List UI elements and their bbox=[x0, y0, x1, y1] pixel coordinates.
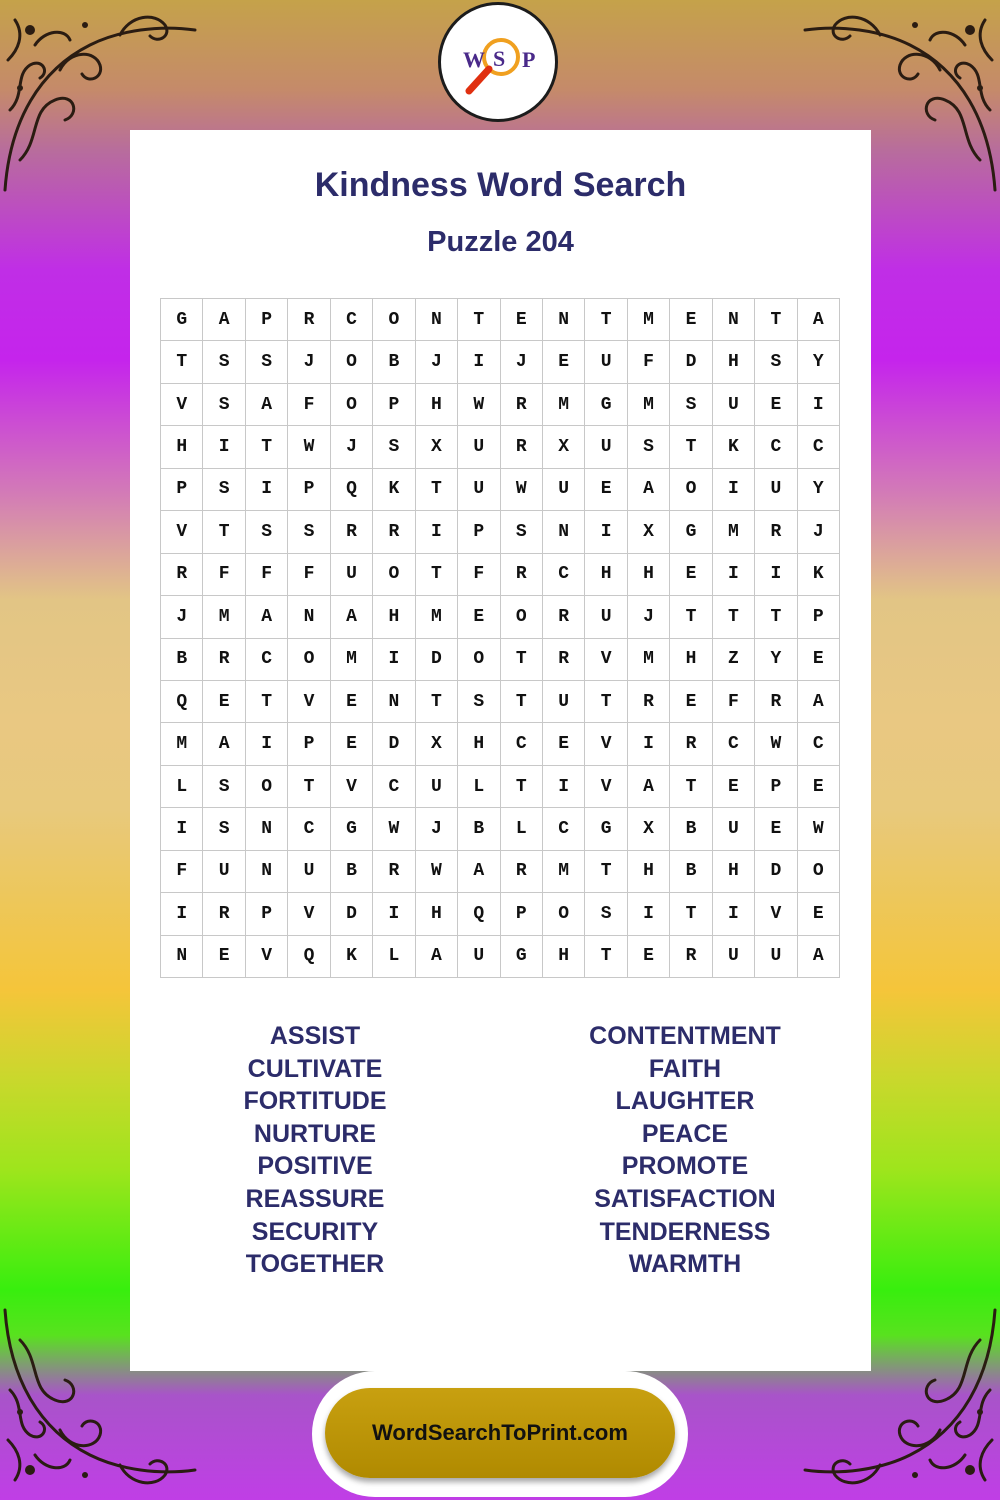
word-list-item: TOGETHER bbox=[245, 1250, 385, 1279]
grid-cell[interactable]: P bbox=[161, 469, 203, 511]
grid-cell[interactable]: I bbox=[628, 723, 670, 765]
grid-cell[interactable]: W bbox=[373, 808, 415, 850]
grid-cell[interactable]: E bbox=[713, 766, 755, 808]
grid-cell[interactable]: I bbox=[203, 426, 245, 468]
grid-cell[interactable]: M bbox=[628, 299, 670, 341]
grid-cell[interactable]: I bbox=[628, 893, 670, 935]
grid-cell[interactable]: N bbox=[288, 596, 330, 638]
grid-cell[interactable]: A bbox=[798, 936, 840, 978]
grid-cell[interactable]: T bbox=[755, 596, 797, 638]
grid-cell[interactable]: F bbox=[161, 851, 203, 893]
word-list-item: REASSURE bbox=[245, 1184, 385, 1213]
grid-cell[interactable]: L bbox=[501, 808, 543, 850]
grid-cell[interactable]: A bbox=[246, 384, 288, 426]
grid-cell[interactable]: U bbox=[331, 554, 373, 596]
grid-cell[interactable]: T bbox=[713, 596, 755, 638]
grid-cell[interactable]: T bbox=[501, 681, 543, 723]
grid-cell[interactable]: S bbox=[628, 426, 670, 468]
grid-cell[interactable]: J bbox=[416, 341, 458, 383]
grid-cell[interactable]: E bbox=[543, 723, 585, 765]
grid-cell[interactable]: S bbox=[288, 511, 330, 553]
grid-cell[interactable]: G bbox=[501, 936, 543, 978]
grid-cell[interactable]: W bbox=[501, 469, 543, 511]
grid-cell[interactable]: A bbox=[331, 596, 373, 638]
grid-cell[interactable]: R bbox=[755, 511, 797, 553]
grid-cell[interactable]: R bbox=[373, 851, 415, 893]
grid-cell[interactable]: O bbox=[331, 341, 373, 383]
grid-cell[interactable]: I bbox=[713, 554, 755, 596]
grid-cell[interactable]: U bbox=[458, 426, 500, 468]
grid-cell[interactable]: B bbox=[670, 851, 712, 893]
grid-cell[interactable]: V bbox=[585, 723, 627, 765]
grid-cell[interactable]: S bbox=[670, 384, 712, 426]
grid-cell[interactable]: P bbox=[246, 299, 288, 341]
grid-cell[interactable]: F bbox=[203, 554, 245, 596]
grid-cell[interactable]: E bbox=[755, 384, 797, 426]
grid-cell[interactable]: T bbox=[501, 766, 543, 808]
grid-cell[interactable]: X bbox=[628, 511, 670, 553]
grid-cell[interactable]: X bbox=[628, 808, 670, 850]
grid-cell[interactable]: D bbox=[373, 723, 415, 765]
grid-cell[interactable]: T bbox=[585, 851, 627, 893]
grid-cell[interactable]: O bbox=[798, 851, 840, 893]
wsp-logo[interactable] bbox=[438, 2, 558, 122]
grid-cell[interactable]: E bbox=[458, 596, 500, 638]
word-list-item: PEACE bbox=[641, 1119, 729, 1148]
grid-cell[interactable]: Y bbox=[755, 639, 797, 681]
grid-cell[interactable]: T bbox=[246, 426, 288, 468]
grid-cell[interactable]: M bbox=[543, 851, 585, 893]
grid-cell[interactable]: E bbox=[543, 341, 585, 383]
grid-cell[interactable]: C bbox=[331, 299, 373, 341]
grid-cell[interactable]: F bbox=[288, 384, 330, 426]
grid-cell[interactable]: G bbox=[670, 511, 712, 553]
grid-cell[interactable]: H bbox=[373, 596, 415, 638]
grid-cell[interactable]: C bbox=[798, 426, 840, 468]
website-link-label: WordSearchToPrint.com bbox=[372, 1420, 628, 1445]
grid-cell[interactable]: C bbox=[373, 766, 415, 808]
grid-cell[interactable]: B bbox=[373, 341, 415, 383]
grid-cell[interactable]: O bbox=[543, 893, 585, 935]
grid-cell[interactable]: T bbox=[416, 469, 458, 511]
grid-cell[interactable]: E bbox=[755, 808, 797, 850]
grid-cell[interactable]: H bbox=[713, 341, 755, 383]
word-list-left bbox=[130, 1020, 500, 1281]
grid-cell[interactable]: U bbox=[755, 469, 797, 511]
grid-cell[interactable]: M bbox=[543, 384, 585, 426]
grid-cell[interactable]: U bbox=[288, 851, 330, 893]
word-list-item: POSITIVE bbox=[257, 1152, 373, 1181]
grid-cell[interactable]: T bbox=[670, 426, 712, 468]
grid-cell[interactable]: S bbox=[501, 511, 543, 553]
grid-cell[interactable]: U bbox=[543, 469, 585, 511]
grid-cell[interactable]: J bbox=[501, 341, 543, 383]
word-list-item: CULTIVATE bbox=[247, 1054, 383, 1083]
grid-cell[interactable]: O bbox=[246, 766, 288, 808]
grid-cell[interactable]: C bbox=[288, 808, 330, 850]
grid-cell[interactable]: I bbox=[246, 469, 288, 511]
grid-cell[interactable]: O bbox=[670, 469, 712, 511]
grid-cell[interactable]: T bbox=[755, 299, 797, 341]
grid-cell[interactable]: I bbox=[585, 511, 627, 553]
grid-cell[interactable]: C bbox=[501, 723, 543, 765]
grid-cell[interactable]: V bbox=[161, 384, 203, 426]
grid-cell[interactable]: A bbox=[628, 766, 670, 808]
grid-cell[interactable]: R bbox=[670, 723, 712, 765]
grid-cell[interactable]: E bbox=[670, 681, 712, 723]
grid-cell[interactable]: T bbox=[585, 299, 627, 341]
grid-cell[interactable]: C bbox=[543, 808, 585, 850]
grid-cell[interactable]: T bbox=[416, 554, 458, 596]
grid-cell[interactable]: E bbox=[203, 936, 245, 978]
grid-cell[interactable]: Q bbox=[161, 681, 203, 723]
grid-cell[interactable]: C bbox=[713, 723, 755, 765]
grid-cell[interactable]: R bbox=[161, 554, 203, 596]
grid-cell[interactable]: F bbox=[458, 554, 500, 596]
grid-cell[interactable]: H bbox=[670, 639, 712, 681]
grid-cell[interactable]: Z bbox=[713, 639, 755, 681]
grid-cell[interactable]: F bbox=[628, 341, 670, 383]
grid-cell[interactable]: R bbox=[501, 426, 543, 468]
grid-cell[interactable]: I bbox=[713, 469, 755, 511]
grid-cell[interactable]: A bbox=[416, 936, 458, 978]
grid-cell[interactable]: X bbox=[416, 426, 458, 468]
grid-cell[interactable]: N bbox=[416, 299, 458, 341]
grid-cell[interactable]: D bbox=[416, 639, 458, 681]
grid-cell[interactable]: U bbox=[585, 341, 627, 383]
grid-cell[interactable]: P bbox=[246, 893, 288, 935]
grid-cell[interactable]: U bbox=[713, 936, 755, 978]
grid-cell[interactable]: T bbox=[585, 681, 627, 723]
grid-cell[interactable]: E bbox=[331, 723, 373, 765]
grid-cell[interactable]: R bbox=[543, 639, 585, 681]
grid-cell[interactable]: L bbox=[373, 936, 415, 978]
grid-cell[interactable]: W bbox=[458, 384, 500, 426]
grid-cell[interactable]: H bbox=[628, 554, 670, 596]
grid-cell[interactable]: S bbox=[458, 681, 500, 723]
grid-cell[interactable]: N bbox=[543, 511, 585, 553]
grid-cell[interactable]: R bbox=[501, 554, 543, 596]
grid-cell[interactable]: M bbox=[628, 639, 670, 681]
grid-cell[interactable]: B bbox=[161, 639, 203, 681]
grid-cell[interactable]: Q bbox=[458, 893, 500, 935]
grid-cell[interactable]: C bbox=[246, 639, 288, 681]
grid-cell[interactable]: Q bbox=[331, 469, 373, 511]
word-list-item: SATISFACTION bbox=[594, 1184, 776, 1213]
grid-cell[interactable]: S bbox=[246, 511, 288, 553]
word-list-item: CONTENTMENT bbox=[589, 1022, 781, 1050]
grid-cell[interactable]: U bbox=[543, 681, 585, 723]
grid-cell[interactable]: E bbox=[670, 299, 712, 341]
grid-cell[interactable]: V bbox=[331, 766, 373, 808]
grid-cell[interactable]: F bbox=[713, 681, 755, 723]
grid-cell[interactable]: A bbox=[798, 681, 840, 723]
grid-cell[interactable]: V bbox=[161, 511, 203, 553]
grid-cell[interactable]: E bbox=[670, 554, 712, 596]
grid-cell[interactable]: U bbox=[458, 469, 500, 511]
grid-cell[interactable]: R bbox=[755, 681, 797, 723]
grid-cell[interactable]: W bbox=[288, 426, 330, 468]
grid-cell[interactable]: O bbox=[458, 639, 500, 681]
grid-cell[interactable]: V bbox=[585, 639, 627, 681]
grid-cell[interactable]: N bbox=[246, 851, 288, 893]
grid-cell[interactable]: S bbox=[585, 893, 627, 935]
grid-cell[interactable]: P bbox=[288, 469, 330, 511]
grid-cell[interactable]: Y bbox=[798, 469, 840, 511]
grid-cell[interactable]: R bbox=[331, 511, 373, 553]
grid-cell[interactable]: H bbox=[713, 851, 755, 893]
grid-cell[interactable]: E bbox=[585, 469, 627, 511]
word-list-item: PROMOTE bbox=[621, 1152, 749, 1181]
grid-cell[interactable]: S bbox=[203, 808, 245, 850]
grid-cell[interactable]: P bbox=[755, 766, 797, 808]
grid-cell[interactable]: V bbox=[288, 681, 330, 723]
grid-cell[interactable]: U bbox=[755, 936, 797, 978]
grid-cell[interactable]: L bbox=[161, 766, 203, 808]
grid-cell[interactable]: I bbox=[458, 341, 500, 383]
word-list-item: FORTITUDE bbox=[243, 1087, 387, 1116]
word-list-item: TENDERNESS bbox=[599, 1217, 771, 1246]
grid-cell[interactable]: P bbox=[458, 511, 500, 553]
word-list-item: ASSIST bbox=[269, 1022, 361, 1050]
grid-cell[interactable]: M bbox=[628, 384, 670, 426]
grid-cell[interactable]: T bbox=[585, 936, 627, 978]
grid-cell[interactable]: H bbox=[416, 384, 458, 426]
website-link-button[interactable] bbox=[325, 1388, 675, 1478]
grid-cell[interactable]: U bbox=[713, 384, 755, 426]
grid-cell[interactable]: S bbox=[373, 426, 415, 468]
grid-cell[interactable]: H bbox=[458, 723, 500, 765]
grid-cell[interactable]: T bbox=[458, 299, 500, 341]
grid-cell[interactable]: R bbox=[543, 596, 585, 638]
grid-cell[interactable]: C bbox=[798, 723, 840, 765]
grid-cell[interactable]: M bbox=[713, 511, 755, 553]
logo-letter-p: P bbox=[522, 47, 536, 72]
grid-cell[interactable]: X bbox=[543, 426, 585, 468]
grid-cell[interactable]: Y bbox=[798, 341, 840, 383]
grid-cell[interactable]: S bbox=[203, 469, 245, 511]
grid-cell[interactable]: T bbox=[670, 766, 712, 808]
grid-cell[interactable]: I bbox=[713, 893, 755, 935]
grid-cell[interactable]: U bbox=[585, 596, 627, 638]
grid-cell[interactable]: S bbox=[203, 341, 245, 383]
grid-cell[interactable]: J bbox=[331, 426, 373, 468]
grid-cell[interactable]: N bbox=[713, 299, 755, 341]
grid-cell[interactable]: E bbox=[798, 893, 840, 935]
grid-cell[interactable]: D bbox=[331, 893, 373, 935]
grid-cell[interactable]: E bbox=[331, 681, 373, 723]
grid-cell[interactable]: P bbox=[501, 893, 543, 935]
grid-cell[interactable]: T bbox=[246, 681, 288, 723]
grid-cell[interactable]: G bbox=[331, 808, 373, 850]
grid-cell[interactable]: B bbox=[331, 851, 373, 893]
page-title: Kindness Word Search bbox=[314, 166, 687, 204]
grid-cell[interactable]: D bbox=[755, 851, 797, 893]
grid-cell[interactable]: J bbox=[288, 341, 330, 383]
grid-cell[interactable]: V bbox=[755, 893, 797, 935]
grid-cell[interactable]: U bbox=[203, 851, 245, 893]
grid-cell[interactable]: I bbox=[373, 639, 415, 681]
grid-cell[interactable]: I bbox=[246, 723, 288, 765]
grid-cell[interactable]: S bbox=[246, 341, 288, 383]
grid-cell[interactable]: T bbox=[670, 596, 712, 638]
word-list-right bbox=[500, 1020, 870, 1281]
grid-cell[interactable]: R bbox=[628, 681, 670, 723]
letter-grid[interactable] bbox=[160, 298, 840, 978]
grid-cell[interactable]: R bbox=[288, 299, 330, 341]
grid-cell[interactable]: J bbox=[628, 596, 670, 638]
grid-cell[interactable]: S bbox=[203, 766, 245, 808]
grid-cell[interactable]: H bbox=[543, 936, 585, 978]
grid-cell[interactable]: P bbox=[798, 596, 840, 638]
grid-cell[interactable]: W bbox=[755, 723, 797, 765]
grid-cell[interactable]: X bbox=[416, 723, 458, 765]
grid-cell[interactable]: O bbox=[288, 639, 330, 681]
grid-cell[interactable]: I bbox=[161, 808, 203, 850]
grid-cell[interactable]: A bbox=[628, 469, 670, 511]
grid-cell[interactable]: E bbox=[798, 766, 840, 808]
grid-cell[interactable]: W bbox=[798, 808, 840, 850]
word-list-item: WARMTH bbox=[628, 1250, 742, 1279]
grid-cell[interactable]: I bbox=[161, 893, 203, 935]
grid-cell[interactable]: N bbox=[373, 681, 415, 723]
grid-cell[interactable]: L bbox=[458, 766, 500, 808]
grid-cell[interactable]: R bbox=[670, 936, 712, 978]
grid-cell[interactable]: B bbox=[670, 808, 712, 850]
grid-cell[interactable]: C bbox=[755, 426, 797, 468]
grid-cell[interactable]: U bbox=[458, 936, 500, 978]
grid-cell[interactable]: H bbox=[416, 893, 458, 935]
puzzle-sheet bbox=[130, 130, 871, 1371]
grid-cell[interactable]: R bbox=[203, 639, 245, 681]
grid-cell[interactable]: T bbox=[416, 681, 458, 723]
grid-cell[interactable]: G bbox=[585, 808, 627, 850]
logo-letter-w: W bbox=[463, 47, 485, 72]
grid-cell[interactable]: R bbox=[373, 511, 415, 553]
grid-cell[interactable]: U bbox=[713, 808, 755, 850]
grid-cell[interactable]: T bbox=[161, 341, 203, 383]
grid-cell[interactable]: M bbox=[203, 596, 245, 638]
grid-cell[interactable]: U bbox=[585, 426, 627, 468]
grid-cell[interactable]: A bbox=[203, 299, 245, 341]
grid-cell[interactable]: N bbox=[161, 936, 203, 978]
grid-cell[interactable]: Q bbox=[288, 936, 330, 978]
logo-letter-s: S bbox=[493, 46, 506, 71]
grid-cell[interactable]: T bbox=[203, 511, 245, 553]
grid-cell[interactable]: F bbox=[246, 554, 288, 596]
grid-cell[interactable]: K bbox=[798, 554, 840, 596]
grid-cell[interactable]: C bbox=[543, 554, 585, 596]
grid-cell[interactable]: U bbox=[416, 766, 458, 808]
grid-cell[interactable]: I bbox=[798, 384, 840, 426]
grid-cell[interactable]: R bbox=[501, 384, 543, 426]
grid-cell[interactable]: G bbox=[161, 299, 203, 341]
grid-cell[interactable]: A bbox=[458, 851, 500, 893]
grid-cell[interactable]: O bbox=[501, 596, 543, 638]
grid-cell[interactable]: A bbox=[246, 596, 288, 638]
grid-cell[interactable]: K bbox=[331, 936, 373, 978]
grid-cell[interactable]: R bbox=[501, 851, 543, 893]
grid-cell[interactable]: K bbox=[373, 469, 415, 511]
grid-cell[interactable]: I bbox=[373, 893, 415, 935]
grid-cell[interactable]: V bbox=[585, 766, 627, 808]
grid-cell[interactable]: G bbox=[585, 384, 627, 426]
grid-cell[interactable]: W bbox=[416, 851, 458, 893]
word-list-item: NURTURE bbox=[253, 1119, 377, 1148]
grid-cell[interactable]: V bbox=[288, 893, 330, 935]
grid-cell[interactable]: I bbox=[416, 511, 458, 553]
grid-cell[interactable]: J bbox=[798, 511, 840, 553]
grid-cell[interactable]: V bbox=[246, 936, 288, 978]
grid-cell[interactable]: T bbox=[288, 766, 330, 808]
grid-cell[interactable]: A bbox=[203, 723, 245, 765]
grid-cell[interactable]: K bbox=[713, 426, 755, 468]
grid-cell[interactable]: S bbox=[755, 341, 797, 383]
grid-cell[interactable]: P bbox=[288, 723, 330, 765]
grid-cell[interactable]: H bbox=[161, 426, 203, 468]
grid-cell[interactable]: P bbox=[373, 384, 415, 426]
magnifier-icon bbox=[441, 5, 555, 119]
grid-cell[interactable]: S bbox=[203, 384, 245, 426]
grid-cell[interactable]: R bbox=[203, 893, 245, 935]
grid-cell[interactable]: E bbox=[501, 299, 543, 341]
grid-cell[interactable]: J bbox=[161, 596, 203, 638]
grid-cell[interactable]: A bbox=[798, 299, 840, 341]
grid-cell[interactable]: D bbox=[670, 341, 712, 383]
grid-cell[interactable]: F bbox=[288, 554, 330, 596]
grid-cell[interactable]: T bbox=[501, 639, 543, 681]
grid-cell[interactable]: H bbox=[585, 554, 627, 596]
grid-cell[interactable]: E bbox=[203, 681, 245, 723]
grid-cell[interactable]: E bbox=[798, 639, 840, 681]
grid-cell[interactable]: M bbox=[161, 723, 203, 765]
word-list-item: SECURITY bbox=[251, 1217, 379, 1246]
grid-cell[interactable]: O bbox=[373, 299, 415, 341]
grid-cell[interactable]: H bbox=[628, 851, 670, 893]
word-list-item: FAITH bbox=[648, 1054, 722, 1083]
word-list-item: LAUGHTER bbox=[615, 1087, 755, 1116]
grid-cell[interactable]: N bbox=[543, 299, 585, 341]
grid-cell[interactable]: M bbox=[416, 596, 458, 638]
grid-cell[interactable]: O bbox=[373, 554, 415, 596]
grid-cell[interactable]: I bbox=[755, 554, 797, 596]
puzzle-number: Puzzle 204 bbox=[427, 226, 574, 258]
grid-cell[interactable]: I bbox=[543, 766, 585, 808]
grid-cell[interactable]: O bbox=[331, 384, 373, 426]
grid-cell[interactable]: N bbox=[246, 808, 288, 850]
grid-cell[interactable]: E bbox=[628, 936, 670, 978]
grid-cell[interactable]: J bbox=[416, 808, 458, 850]
grid-cell[interactable]: B bbox=[458, 808, 500, 850]
grid-cell[interactable]: M bbox=[331, 639, 373, 681]
grid-cell[interactable]: T bbox=[670, 893, 712, 935]
